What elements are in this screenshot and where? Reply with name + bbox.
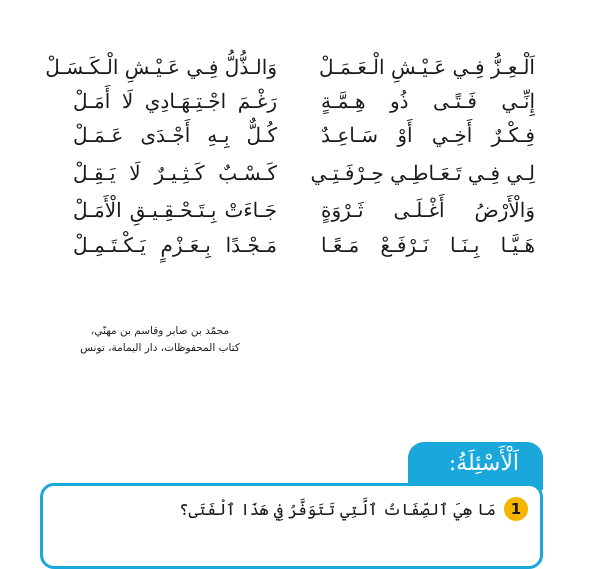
poem-left-line-3: كُـلٌّ بِـهِ أَجْـدَى عَـمَـلْ (73, 123, 277, 147)
questions-heading: اَلْأَسْئِلَةُ: (448, 451, 519, 476)
poem-right-line-2: إِنِّـي فَـتًـى ذُو هِـمَّـةٍ (321, 89, 535, 113)
poem-right-line-1: اَلْـعِـزُّ فِـي عَـيْـشِ الْـعَـمَـلْ (319, 55, 535, 79)
attribution-source: كتاب المحفوظات، دار اليمامة، تونس (80, 342, 240, 354)
question-text: مَا هِيَ ٱلصِّفَاتُ ٱلَّتِي تَتَوَفَّرُ فِي هَذَا ٱلْفَتَى؟ (179, 499, 496, 519)
poem-right-line-3: فِـكْـرٌ أَخِـي أَوْ سَـاعِـدٌ (321, 123, 535, 147)
attribution-authors: محمّد بن صابر وقاسم بن مهنّي، (90, 325, 230, 337)
poem-left-line-4: كَـسْـبٌ كَـثِـيـرٌ لَا يَـقِـلْ (73, 161, 277, 185)
poem-right-line-5: وَالْأَرْضُ أَغْـلَـى ثَـرْوَةٍ (321, 198, 535, 222)
question-item (179, 497, 528, 521)
poem-right-line-6: هَـيَّـا بِـنَـا نَـرْفَـعْ مَـعًـا (321, 233, 535, 257)
poem-left-line-1: وَالـذُّلُّ فِـي عَـيْـشِ الْـكَـسَـلْ (45, 55, 277, 79)
question-panel (40, 483, 543, 569)
question-number-badge: 1 (504, 497, 528, 521)
poem-right-line-4: لِـي فِـي تَـعَـاطِـي حِـرْفَـتِـي (310, 161, 535, 185)
poem-left-line-6: مَـجْـدًا بِـعَـزْمٍ يَـكْـتَـمِـلْ (73, 233, 277, 257)
poem-left-line-5: جَـاءَتْ بِـتَـحْـقِـيـقِ الْأَمَـلْ (73, 198, 277, 222)
poem-left-line-2: رَغْـمَ اجْـتِـهَـادِي لَا أَمَـلْ (73, 89, 277, 113)
